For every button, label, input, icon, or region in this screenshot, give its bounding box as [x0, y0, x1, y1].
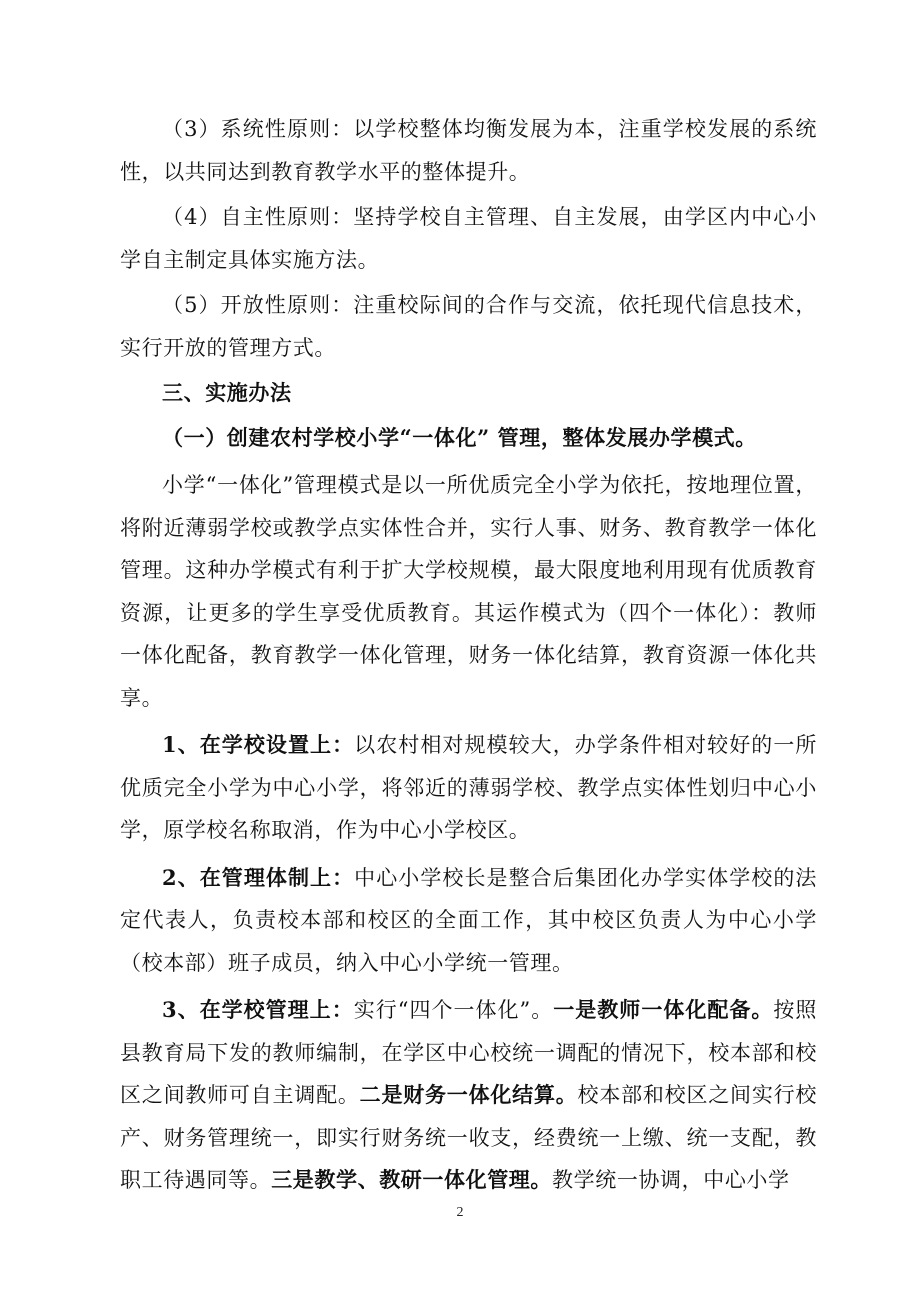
item-3-text-c: 校本部和校区之间实行校产、财务管理统一，即实行财务统一收支，经费统一上缴、统一支配，教职工待遇同等。 — [120, 1083, 817, 1192]
paragraph-item-2 — [120, 857, 817, 985]
item-3-lead: 3、在学校管理上： — [162, 997, 354, 1022]
section-heading: 三、实施办法 — [162, 380, 292, 405]
item-3-text-a: 实行“四个一体化”。 — [353, 998, 554, 1022]
page-number: 2 — [456, 1205, 464, 1220]
item-2-lead: 2、在管理体制上： — [162, 864, 355, 890]
paragraph-openness-principle: （5）开放性原则：注重校际间的合作与交流，依托现代信息技术，实行开放的管理方式。 — [120, 293, 817, 360]
paragraph-integration-model: 小学“一体化”管理模式是以一所优质完全小学为依托，按地理位置，将附近薄弱学校或教学点实体性合并，实行人事、财务、教育教学一体化管理。这种办学模式有利于扩大学校规模，最大限度地利用现有优质教育资源，让更多的学生享受优质教育。其运作模式为（四个一体化）：教师一体化配备，教育教学一体化管理，财务一体化结算，教育资源一体化共享。 — [120, 473, 817, 710]
paragraph-item-3 — [120, 989, 817, 1202]
subsection-heading: （一）创建农村学校小学“一体化” 管理，整体发展办学模式。 — [162, 424, 757, 450]
item-3-bold-a: 一是教师一体化配备。 — [553, 997, 774, 1022]
item-2-text: 中心小学校长是整合后集团化办学实体学校的法定代表人，负责校本部和校区的全面工作，其中校区负责人为中心小学（校本部）班子成员，纳入中心小学统一管理。 — [120, 865, 817, 975]
paragraph-item-1 — [120, 724, 817, 852]
item-1-lead: 1、在学校设置上： — [162, 732, 355, 757]
document-body — [120, 108, 817, 1207]
item-3-bold-b: 二是财务一体化结算。 — [359, 1082, 578, 1107]
paragraph-autonomy-principle: （4）自主性原则：坚持学校自主管理、自主发展，由学区内中心小学自主制定具体实施方法。 — [120, 205, 817, 272]
item-3-text-d: 教学统一协调，中心小学 — [552, 1168, 790, 1192]
item-3-text-b: 按照县教育局下发的教师编制，在学区中心校统一调配的情况下，校本部和校区之间教师可自主调配。 — [120, 998, 818, 1107]
item-3-bold-c: 三是教学、教研一体化管理。 — [271, 1167, 553, 1192]
item-1-text: 以农村相对规模较大，办学条件相对较好的一所优质完全小学为中心小学，将邻近的薄弱学校、教学点实体性划归中心小学，原学校名称取消，作为中心小学校区。 — [120, 733, 817, 842]
paragraph-systematic-principle: （3）系统性原则：以学校整体均衡发展为本，注重学校发展的系统性，以共同达到教育教学水平的整体提升。 — [120, 117, 817, 184]
